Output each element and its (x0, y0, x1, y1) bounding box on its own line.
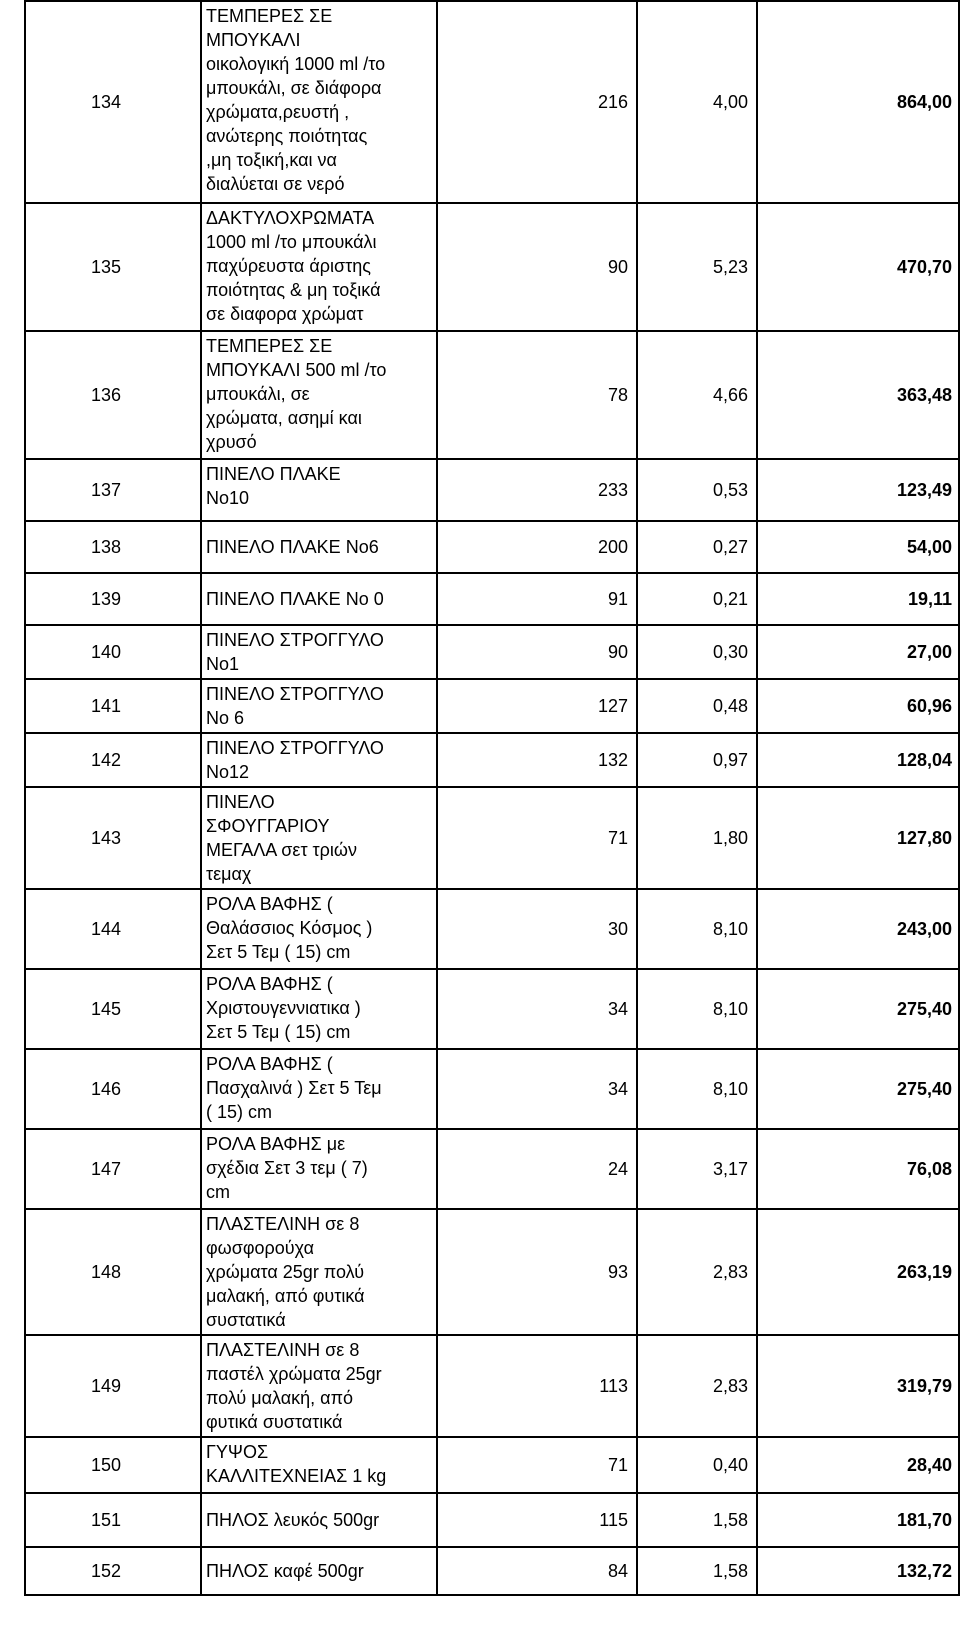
table-row (25, 1437, 959, 1493)
item-total: 275,40 (757, 969, 959, 1049)
item-unit-price: 0,27 (637, 521, 757, 573)
item-number: 137 (25, 459, 201, 521)
table-row (25, 331, 959, 459)
item-quantity: 91 (437, 573, 637, 625)
table-row (25, 679, 959, 733)
item-description: ΔΑΚΤΥΛΟΧΡΩΜΑΤΑ 1000 ml /το μπουκάλι παχύρευστα άριστης ποιότητας & μη τοξικά σε διαφορα χρώματ (201, 203, 437, 331)
item-unit-price: 8,10 (637, 1049, 757, 1129)
item-number: 152 (25, 1547, 201, 1595)
item-total: 263,19 (757, 1209, 959, 1335)
item-number: 146 (25, 1049, 201, 1129)
table-row (25, 1, 959, 203)
item-quantity: 84 (437, 1547, 637, 1595)
item-unit-price: 0,30 (637, 625, 757, 679)
item-quantity: 200 (437, 521, 637, 573)
item-unit-price: 1,80 (637, 787, 757, 889)
item-unit-price: 0,53 (637, 459, 757, 521)
item-unit-price: 2,83 (637, 1335, 757, 1437)
item-quantity: 93 (437, 1209, 637, 1335)
item-description: ΠΙΝΕΛΟ ΣΤΡΟΓΓΥΛΟ Νο1 (201, 625, 437, 679)
table-row (25, 521, 959, 573)
item-description: ΠΙΝΕΛΟ ΠΛΑΚΕ Νο6 (201, 521, 437, 573)
item-number: 140 (25, 625, 201, 679)
item-number: 134 (25, 1, 201, 203)
item-quantity: 113 (437, 1335, 637, 1437)
item-quantity: 132 (437, 733, 637, 787)
item-total: 275,40 (757, 1049, 959, 1129)
item-number: 148 (25, 1209, 201, 1335)
item-total: 76,08 (757, 1129, 959, 1209)
item-total: 127,80 (757, 787, 959, 889)
item-description: ΡΟΛΑ ΒΑΦΗΣ ( Θαλάσσιος Κόσμος ) Σετ 5 Τεμ ( 15) cm (201, 889, 437, 969)
item-number: 135 (25, 203, 201, 331)
items-table (24, 0, 960, 1596)
item-number: 150 (25, 1437, 201, 1493)
item-description: ΓΥΨΟΣ ΚΑΛΛΙΤΕΧΝΕΙΑΣ 1 kg (201, 1437, 437, 1493)
item-description: ΤΕΜΠΕΡΕΣ ΣΕ ΜΠΟΥΚΑΛΙ οικολογική 1000 ml /το μπουκάλι, σε διάφορα χρώματα,ρευστή , ανώτερης ποιότητας ,μη τοξική,και να διαλύεται σε νερό (201, 1, 437, 203)
item-unit-price: 1,58 (637, 1547, 757, 1595)
item-total: 319,79 (757, 1335, 959, 1437)
item-quantity: 90 (437, 625, 637, 679)
item-number: 139 (25, 573, 201, 625)
item-unit-price: 5,23 (637, 203, 757, 331)
item-total: 132,72 (757, 1547, 959, 1595)
table-row (25, 1547, 959, 1595)
item-number: 149 (25, 1335, 201, 1437)
item-total: 181,70 (757, 1493, 959, 1547)
item-description: ΡΟΛΑ ΒΑΦΗΣ ( Πασχαλινά ) Σετ 5 Τεμ ( 15) cm (201, 1049, 437, 1129)
item-number: 142 (25, 733, 201, 787)
item-number: 138 (25, 521, 201, 573)
table-row (25, 1129, 959, 1209)
item-unit-price: 0,21 (637, 573, 757, 625)
item-description: ΠΛΑΣΤΕΛΙΝΗ σε 8 φωσφορούχα χρώματα 25gr πολύ μαλακή, από φυτικά συστατικά (201, 1209, 437, 1335)
table-row (25, 203, 959, 331)
item-total: 243,00 (757, 889, 959, 969)
item-quantity: 115 (437, 1493, 637, 1547)
table-row (25, 1335, 959, 1437)
item-total: 54,00 (757, 521, 959, 573)
item-unit-price: 0,48 (637, 679, 757, 733)
item-description: ΠΗΛΟΣ καφέ 500gr (201, 1547, 437, 1595)
item-number: 151 (25, 1493, 201, 1547)
item-description: ΠΙΝΕΛΟ ΣΤΡΟΓΓΥΛΟ Νο12 (201, 733, 437, 787)
item-quantity: 34 (437, 969, 637, 1049)
item-unit-price: 3,17 (637, 1129, 757, 1209)
item-description: ΤΕΜΠΕΡΕΣ ΣΕ ΜΠΟΥΚΑΛΙ 500 ml /το μπουκάλι, σε χρώματα, ασημί και χρυσό (201, 331, 437, 459)
item-description: ΠΙΝΕΛΟ ΣΤΡΟΓΓΥΛΟ Νο 6 (201, 679, 437, 733)
item-unit-price: 1,58 (637, 1493, 757, 1547)
table-row (25, 459, 959, 521)
table-row (25, 1049, 959, 1129)
table-row (25, 969, 959, 1049)
item-quantity: 30 (437, 889, 637, 969)
item-total: 60,96 (757, 679, 959, 733)
item-description: ΡΟΛΑ ΒΑΦΗΣ ( Χριστουγεννιατικα ) Σετ 5 Τεμ ( 15) cm (201, 969, 437, 1049)
item-quantity: 216 (437, 1, 637, 203)
item-description: ΡΟΛΑ ΒΑΦΗΣ με σχέδια Σετ 3 τεμ ( 7) cm (201, 1129, 437, 1209)
item-description: ΠΗΛΟΣ λευκός 500gr (201, 1493, 437, 1547)
table-row (25, 733, 959, 787)
item-quantity: 90 (437, 203, 637, 331)
item-unit-price: 0,97 (637, 733, 757, 787)
item-total: 19,11 (757, 573, 959, 625)
item-number: 143 (25, 787, 201, 889)
item-number: 141 (25, 679, 201, 733)
item-unit-price: 8,10 (637, 969, 757, 1049)
items-table-body (25, 1, 959, 1595)
item-total: 27,00 (757, 625, 959, 679)
table-row (25, 573, 959, 625)
item-description: ΠΙΝΕΛΟ ΠΛΑΚΕ No10 (201, 459, 437, 521)
item-unit-price: 0,40 (637, 1437, 757, 1493)
item-number: 144 (25, 889, 201, 969)
item-quantity: 71 (437, 787, 637, 889)
item-unit-price: 4,66 (637, 331, 757, 459)
item-number: 136 (25, 331, 201, 459)
table-row (25, 625, 959, 679)
item-quantity: 78 (437, 331, 637, 459)
table-row (25, 1493, 959, 1547)
item-description: ΠΛΑΣΤΕΛΙΝΗ σε 8 παστέλ χρώματα 25gr πολύ μαλακή, από φυτικά συστατικά (201, 1335, 437, 1437)
table-row (25, 1209, 959, 1335)
item-description: ΠΙΝΕΛΟ ΣΦΟΥΓΓΑΡΙΟΥ ΜΕΓΑΛΑ σετ τριών τεμαχ (201, 787, 437, 889)
item-unit-price: 4,00 (637, 1, 757, 203)
item-quantity: 233 (437, 459, 637, 521)
item-total: 128,04 (757, 733, 959, 787)
item-quantity: 71 (437, 1437, 637, 1493)
item-total: 470,70 (757, 203, 959, 331)
item-unit-price: 8,10 (637, 889, 757, 969)
item-total: 363,48 (757, 331, 959, 459)
item-number: 147 (25, 1129, 201, 1209)
item-total: 123,49 (757, 459, 959, 521)
table-row (25, 889, 959, 969)
item-unit-price: 2,83 (637, 1209, 757, 1335)
item-quantity: 24 (437, 1129, 637, 1209)
item-number: 145 (25, 969, 201, 1049)
item-description: ΠΙΝΕΛΟ ΠΛΑΚΕ Νο 0 (201, 573, 437, 625)
item-total: 864,00 (757, 1, 959, 203)
item-quantity: 34 (437, 1049, 637, 1129)
item-total: 28,40 (757, 1437, 959, 1493)
table-row (25, 787, 959, 889)
item-quantity: 127 (437, 679, 637, 733)
